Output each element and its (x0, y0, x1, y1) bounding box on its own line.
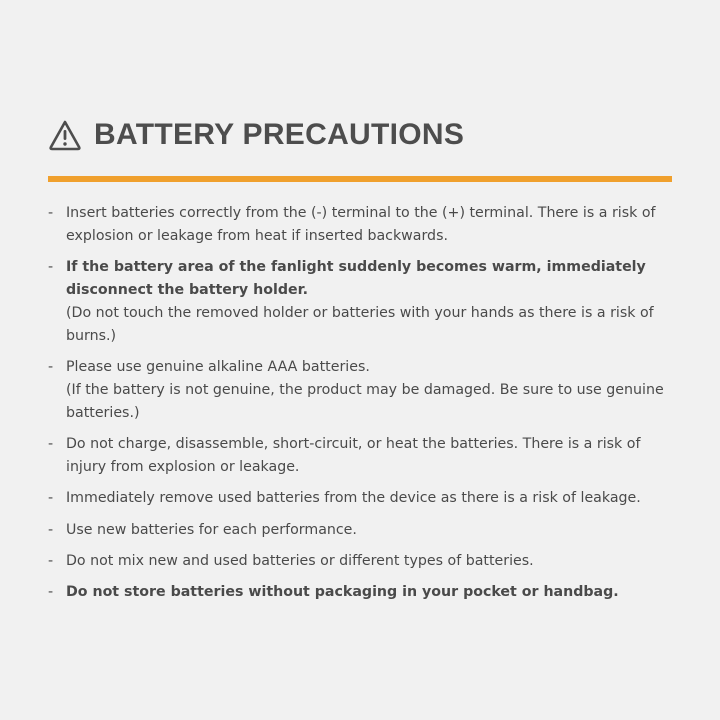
item-note: (Do not touch the removed holder or batteries with your hands as there is a risk of burns.) (66, 304, 654, 344)
accent-divider (48, 176, 672, 182)
bullet-dash: - (48, 259, 54, 276)
list-item (48, 581, 664, 604)
item-text: Use new batteries for each performance. (66, 521, 357, 538)
bullet-dash: - (48, 205, 54, 221)
page-title: BATTERY PRECAUTIONS (94, 118, 465, 151)
list-item (48, 356, 664, 424)
item-text: Immediately remove used batteries from the device as there is a risk of leakage. (66, 490, 641, 507)
item-text: Insert batteries correctly from the (-) terminal to the (+) terminal. There is a risk of explosion or leakage from heat if inserted backwards. (66, 205, 656, 244)
item-text: Do not charge, disassemble, short-circuit, or heat the batteries. There is a risk of injury from explosion or leakage. (66, 435, 641, 475)
list-item (48, 519, 664, 542)
item-text: Do not mix new and used batteries or different types of batteries. (66, 552, 534, 569)
item-text: Please use genuine alkaline AAA batteries. (66, 358, 370, 375)
list-item (48, 256, 664, 347)
list-item (48, 433, 664, 479)
bullet-dash: - (48, 521, 54, 538)
list-item (48, 202, 664, 248)
list-item (48, 487, 664, 510)
precaution-list (48, 202, 664, 613)
bullet-dash: - (48, 584, 54, 601)
bullet-dash: - (48, 490, 54, 507)
bullet-dash: - (48, 435, 54, 452)
item-text: If the battery area of the fanlight suddenly becomes warm, immediately disconnect the battery holder. (66, 259, 646, 298)
item-note: (If the battery is not genuine, the product may be damaged. Be sure to use genuine batteries.) (66, 381, 664, 421)
item-text: Do not store batteries without packaging in your pocket or handbag. (66, 584, 619, 601)
bullet-dash: - (48, 552, 54, 569)
list-item (48, 550, 664, 573)
header (48, 118, 464, 152)
warning-triangle-icon (48, 119, 82, 151)
bullet-dash: - (48, 358, 54, 375)
